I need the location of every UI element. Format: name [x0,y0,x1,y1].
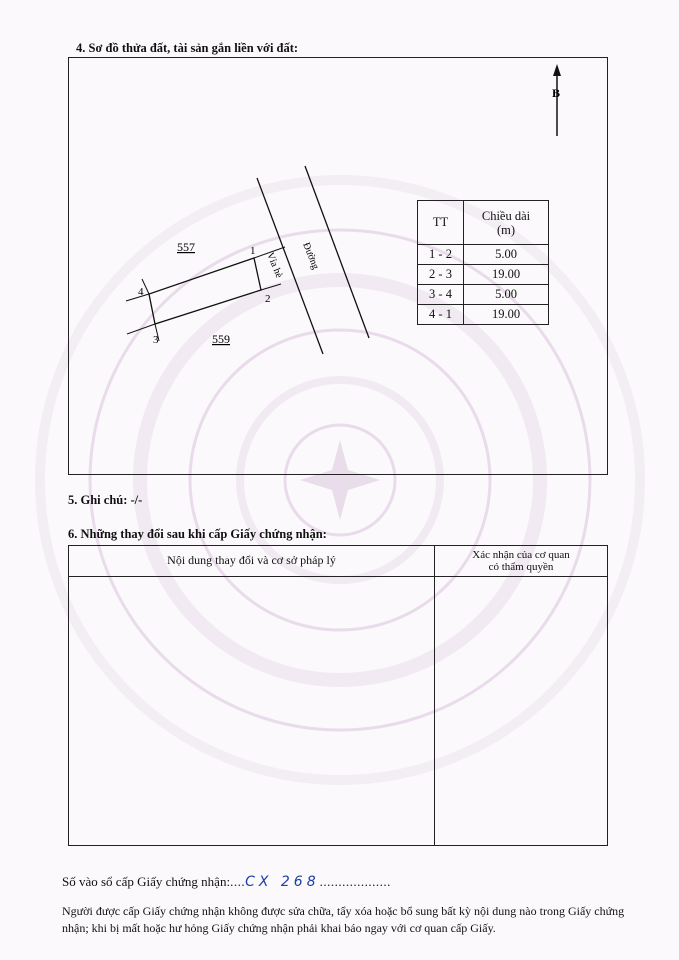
table-row [418,285,549,305]
table-row [418,265,549,285]
vertex-3: 3 [153,334,159,346]
parcel-number-north: 557 [177,240,195,254]
extension-line-2 [261,284,281,290]
changes-col-confirmation-line1: Xác nhận của cơ quan [472,549,570,561]
edge-cell: 1 - 2 [418,245,464,265]
vertex-2: 2 [265,293,271,305]
changes-table [68,545,608,846]
edge-cell: 4 - 1 [418,305,464,325]
vertex-4: 4 [138,286,144,298]
parcel-outline [149,258,261,324]
length-cell: 19.00 [464,265,549,285]
parcel-number-south: 559 [212,332,230,346]
extension-line-3 [127,324,155,334]
changes-col-content: Nội dung thay đổi và cơ sở pháp lý [167,553,336,567]
register-dots-after: ................... [319,874,391,889]
section-5-note: 5. Ghi chú: -/- [68,493,143,507]
sidewalk-label: Vỉa hè [264,251,285,280]
section-6-heading: 6. Những thay đổi sau khi cấp Giấy chứng nhận: [68,527,327,541]
north-label: B [552,86,561,100]
register-number-line [62,874,391,890]
changes-col-confirmation [435,549,607,573]
table-header-tt: TT [418,201,464,245]
edge-length-table [417,200,549,325]
register-dots-before: .... [230,874,246,889]
table-header-length [464,201,549,245]
edge-cell: 3 - 4 [418,285,464,305]
length-cell: 5.00 [464,285,549,305]
register-number-handwritten: CX 268 [245,874,320,890]
table-row [418,245,549,265]
changes-col-confirmation-line2: có thẩm quyền [488,561,554,573]
register-label: Số vào sổ cấp Giấy chứng nhận: [62,874,231,889]
edge-cell: 2 - 3 [418,265,464,285]
table-row [418,305,549,325]
changes-table-divider [434,546,435,845]
table-header-unit: (m) [496,222,516,237]
vertex-1: 1 [250,245,256,257]
section-4-heading: 4. Sơ đồ thửa đất, tài sản gắn liền với đất: [76,41,299,55]
north-arrow-icon [553,64,561,136]
length-cell: 5.00 [464,245,549,265]
footer-note: Người được cấp Giấy chứng nhận không được sửa chữa, tẩy xóa hoặc bổ sung bất kỳ nội dung nào trong Giấy chứng nhận; khi bị mất hoặc hư hỏng Giấy chứng nhận phải khai báo ngay với cơ quan cấp Giấy. [62,904,625,935]
length-cell: 19.00 [464,305,549,325]
parcel-sketch-frame [68,57,608,475]
table-header-length-label: Chiều dài [481,208,531,223]
road-label: Đường [300,241,321,272]
